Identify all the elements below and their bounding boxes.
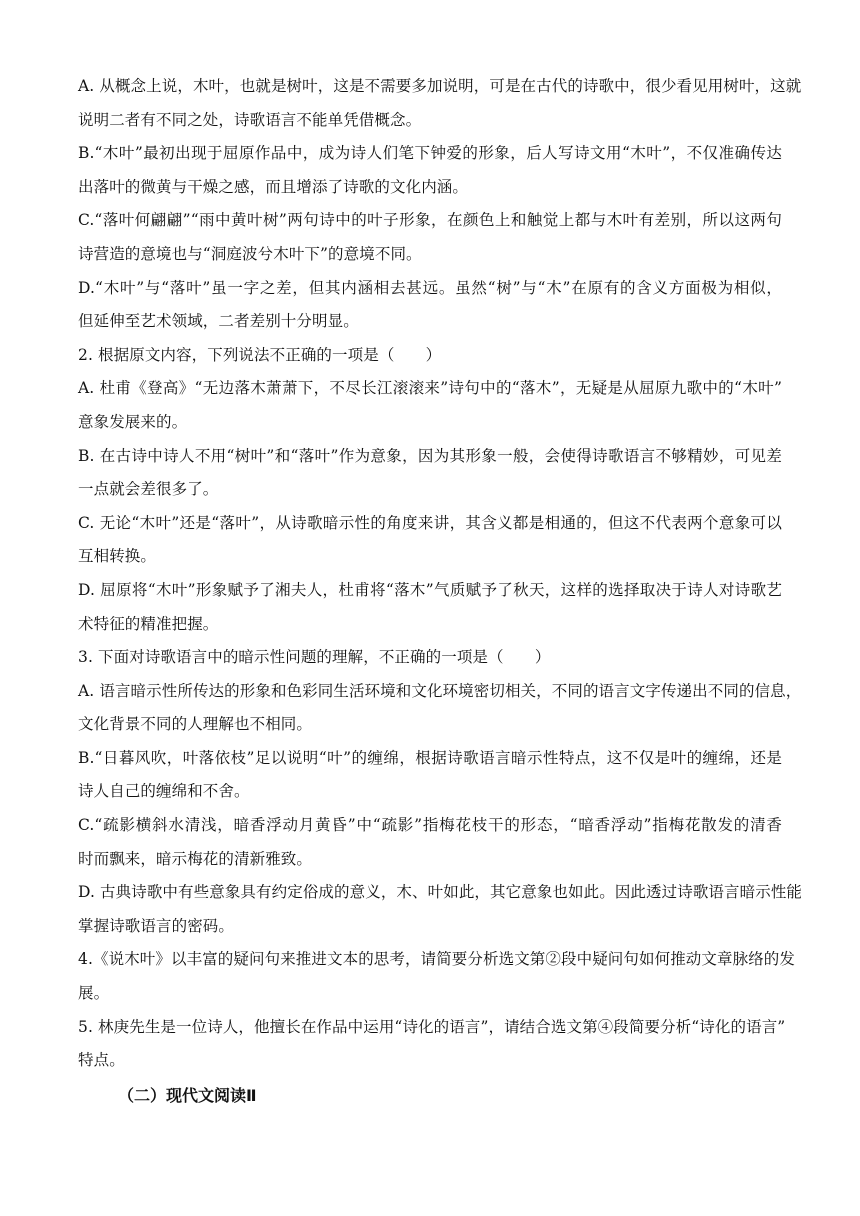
q3-option-d: [78, 876, 803, 943]
q3-option-a: [78, 675, 802, 742]
text-line: B.“木叶”最初出现于屈原作品中，成为诗人们笔下钟爱的形象，后人写诗文用“木叶”，不仅准确传达: [78, 144, 782, 163]
text-line: A. 杜甫《登高》“无边落木萧萧下，不尽长江滚滚来”诗句中的“落木”，无疑是从屈原九歌中的“木叶”: [78, 379, 782, 398]
q5-question: [78, 1011, 786, 1078]
text-line: B. 在古诗中诗人不用“树叶”和“落叶”作为意象，因为其形象一般，会使得诗歌语言不够精妙，可见差: [78, 446, 782, 465]
text-line: 术特征的精准把握。: [78, 614, 219, 633]
q1-option-d: [78, 272, 782, 339]
text-line: 文化背景不同的人理解也不相同。: [78, 715, 313, 734]
q3-option-b: [78, 742, 782, 809]
text-line: 一点就会差很多了。: [78, 480, 219, 499]
text-line: 互相转换。: [78, 547, 157, 566]
text-line: 掌握诗歌语言的密码。: [78, 916, 235, 935]
text-line: 展。: [78, 984, 110, 1003]
text-line: D. 古典诗歌中有些意象具有约定俗成的意义，木、叶如此，其它意象也如此。因此透过诗歌语言暗示性能: [78, 883, 803, 902]
text-line: C.“落叶何翩翩”“雨中黄叶树”两句诗中的叶子形象，在颜色上和触觉上都与木叶有差别，所以这两句: [78, 211, 782, 230]
text-line: A. 从概念上说，木叶，也就是树叶，这是不需要多加说明，可是在古代的诗歌中，很少看见用树叶，这就: [78, 77, 802, 95]
q3-stem: 3. 下面对诗歌语言中的暗示性问题的理解，不正确的一项是（ ）: [78, 648, 551, 667]
q2-option-a: [78, 372, 782, 439]
text-line: C.“疏影横斜水清浅，暗香浮动月黄昏”中“疏影”指梅花枝干的形态，“暗香浮动”指梅花散发的清香: [78, 816, 782, 835]
q2-option-d: [78, 574, 782, 641]
text-line: D. 屈原将“木叶”形象赋予了湘夫人，杜甫将“落木”气质赋予了秋天，这样的选择取决于诗人对诗歌艺: [78, 580, 782, 599]
q2-option-c: [78, 507, 782, 574]
text-line: 诗营造的意境也与“洞庭波兮木叶下”的意境不同。: [78, 244, 422, 263]
text-line: 4.《说木叶》以丰富的疑问句来推进文本的思考，请简要分析选文第②段中疑问句如何推动文章脉络的发: [78, 950, 795, 969]
text-line: 时而飘来，暗示梅花的清新雅致。: [78, 849, 313, 868]
q1-option-a: [78, 70, 802, 137]
text-line: D.“木叶”与“落叶”虽一字之差，但其内涵相去甚远。虽然“树”与“木”在原有的含义方面极为相似，: [78, 278, 782, 297]
q3-option-c: [78, 809, 782, 876]
q1-option-c: [78, 204, 782, 271]
text-line: 出落叶的微黄与干燥之感，而且增添了诗歌的文化内涵。: [78, 177, 469, 196]
text-line: 诗人自己的缠绵和不舍。: [78, 782, 250, 801]
text-line: 5. 林庚先生是一位诗人，他擅长在作品中运用“诗化的语言”，请结合选文第④段简要分析“诗化的语言”: [78, 1017, 786, 1036]
text-line: 但延伸至艺术领域，二者差别十分明显。: [78, 312, 359, 331]
question-content: [78, 70, 803, 1078]
q2-stem: 2. 根据原文内容，下列说法不正确的一项是（ ）: [78, 345, 442, 364]
q1-option-b: [78, 137, 782, 204]
q4-question: [78, 943, 795, 1010]
section-heading: （二）现代文阅读Ⅱ: [118, 1086, 257, 1105]
text-line: 说明二者有不同之处，诗歌语言不能单凭借概念。: [78, 110, 422, 129]
text-line: B.“日暮风吹，叶落依枝”足以说明“叶”的缠绵，根据诗歌语言暗示性特点，这不仅是叶的缠绵，还是: [78, 748, 782, 767]
text-line: A. 语言暗示性所传达的形象和色彩同生活环境和文化环境密切相关，不同的语言文字传递出不同的信息，: [78, 681, 802, 700]
text-line: 特点。: [78, 1051, 125, 1070]
q2-option-b: [78, 440, 782, 507]
text-line: 意象发展来的。: [78, 412, 188, 431]
text-line: C. 无论“木叶”还是“落叶”，从诗歌暗示性的角度来讲，其含义都是相通的，但这不代表两个意象可以: [78, 513, 782, 532]
